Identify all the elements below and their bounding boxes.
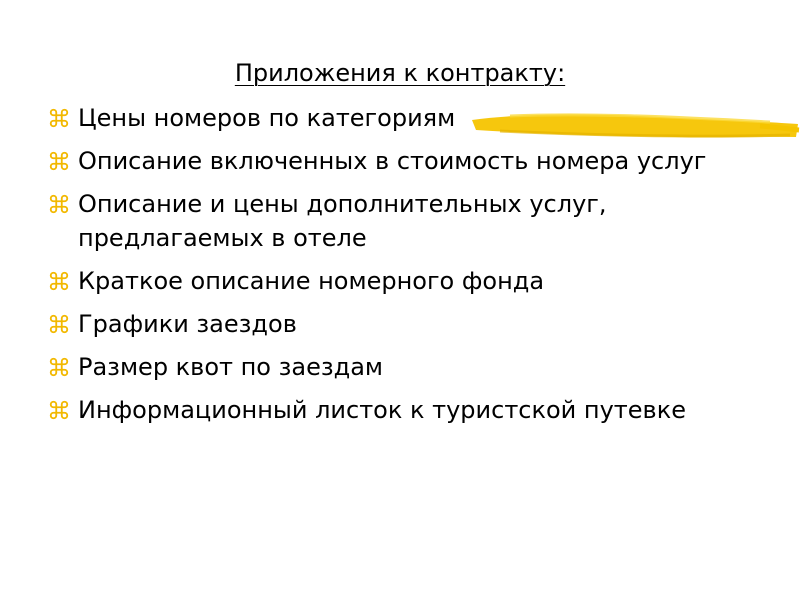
list-item [48, 264, 738, 298]
list-item [48, 393, 738, 427]
bullet-text: Краткое описание номерного фонда [78, 267, 545, 295]
slide-title: Приложения к контракту: [234, 59, 566, 87]
command-key-icon [48, 350, 78, 384]
command-key-icon [48, 307, 78, 341]
command-key-icon [48, 393, 78, 427]
bullet-text: Информационный листок к туристской путевке [78, 396, 686, 424]
bullet-text: Графики заездов [78, 310, 297, 338]
list-item [48, 187, 738, 255]
list-item [48, 101, 738, 135]
command-key-icon [48, 144, 78, 178]
bullet-text: Описание и цены дополнительных услуг, предлагаемых в отеле [78, 190, 607, 252]
bullet-text: Размер квот по заездам [78, 353, 384, 381]
command-key-icon [48, 101, 78, 135]
list-item [48, 307, 738, 341]
list-item [48, 350, 738, 384]
bullet-text: Цены номеров по категориям [78, 104, 456, 132]
list-item [48, 144, 738, 178]
bullet-list [48, 101, 738, 436]
bullet-text: Описание включенных в стоимость номера услуг [78, 147, 707, 175]
command-key-icon [48, 187, 78, 221]
command-key-icon [48, 264, 78, 298]
